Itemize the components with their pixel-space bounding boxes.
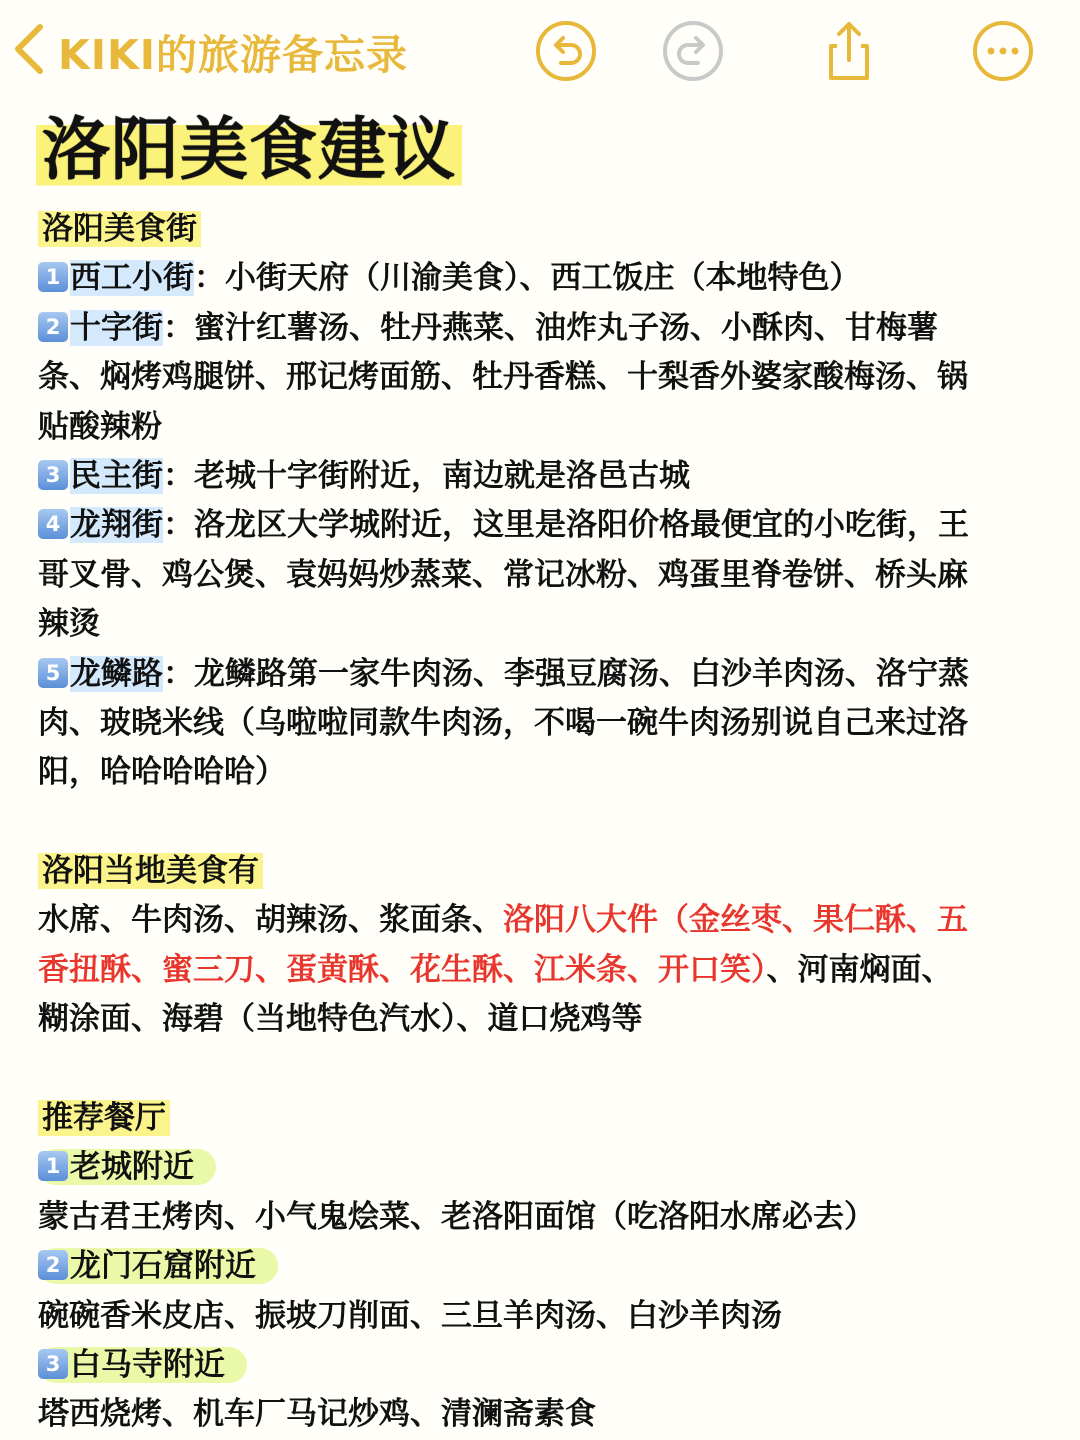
number-badge-icon: 2 (38, 1250, 68, 1280)
restaurant-list: 塔西烧烤、机车厂马记炒鸡、清澜斋素食 (38, 1396, 596, 1433)
list-item: 3 民主街：老城十字街附近，南边就是洛邑古城 (38, 452, 1048, 501)
street-name: 十字街 (70, 309, 163, 346)
section-heading-food-streets: 洛阳美食街 (38, 211, 201, 247)
section-heading-local-food: 洛阳当地美食有 (38, 853, 263, 889)
undo-button[interactable] (533, 18, 599, 84)
area-name: 老城附近 (70, 1149, 194, 1186)
street-desc-cont: 肉、玻晓米线（乌啦啦同款牛肉汤，不喝一碗牛肉汤别说自己来过洛 (38, 704, 968, 741)
list-item: 4 龙翔街：洛龙区大学城附近，这里是洛阳价格最便宜的小吃街，王 (38, 501, 1048, 550)
street-name: 龙翔街 (70, 507, 163, 544)
highlight-red-text: 洛阳八大件（金丝枣、果仁酥、五 (503, 902, 968, 939)
redo-button[interactable] (660, 18, 726, 84)
street-desc: 小街天府（川渝美食）、西工饭庄（本地特色） (225, 260, 861, 297)
top-bar (0, 0, 1080, 105)
street-desc-cont: 哥叉骨、鸡公煲、袁妈妈炒蒸菜、常记冰粉、鸡蛋里脊卷饼、桥头麻 (38, 556, 968, 593)
chevron-left-icon (8, 21, 50, 81)
street-name: 西工小街 (70, 260, 194, 297)
more-icon (970, 69, 1036, 88)
local-food-line: 水席、牛肉汤、胡辣汤、浆面条、洛阳八大件（金丝枣、果仁酥、五 (38, 902, 968, 939)
note-body[interactable] (38, 205, 1048, 1440)
local-food-line: 糊涂面、海碧（当地特色汽水）、道口烧鸡等 (38, 1001, 643, 1038)
number-badge-icon: 4 (38, 509, 68, 539)
redo-icon (660, 69, 726, 88)
highlight-red-text: 香扭酥、蜜三刀、蛋黄酥、花生酥、江米条、开口笑） (38, 951, 767, 988)
street-desc-cont: 辣烫 (38, 606, 100, 643)
street-name: 龙鳞路 (70, 655, 163, 692)
list-item: 2 十字街：蜜汁红薯汤、牡丹燕菜、油炸丸子汤、小酥肉、甘梅薯 (38, 304, 1048, 353)
restaurant-list: 蒙古君王烤肉、小气鬼烩菜、老洛阳面馆（吃洛阳水席必去） (38, 1198, 875, 1235)
number-badge-icon: 2 (38, 312, 68, 342)
street-name: 民主街 (70, 457, 163, 494)
share-icon (815, 69, 881, 88)
area-name: 白马寺附近 (70, 1346, 225, 1383)
number-badge-icon: 3 (38, 460, 68, 490)
back-label: KIKI的旅游备忘录 (58, 30, 409, 79)
number-badge-icon: 1 (38, 262, 68, 292)
list-item: 1 西工小街：小街天府（川渝美食）、西工饭庄（本地特色） (38, 254, 1048, 303)
section-heading-restaurants: 推荐餐厅 (38, 1100, 170, 1136)
street-desc-cont: 贴酸辣粉 (38, 408, 162, 445)
number-badge-icon: 5 (38, 658, 68, 688)
local-food-line: 香扭酥、蜜三刀、蛋黄酥、花生酥、江米条、开口笑）、河南焖面、 (38, 951, 953, 988)
restaurant-area (38, 1341, 1048, 1390)
more-button[interactable] (970, 18, 1036, 84)
page-title-wrap (36, 110, 462, 192)
list-item: 5 龙鳞路：龙鳞路第一家牛肉汤、李强豆腐汤、白沙羊肉汤、洛宁蒸 (38, 650, 1048, 699)
restaurant-area (38, 1242, 1048, 1291)
back-button[interactable] (8, 20, 408, 82)
street-desc: 洛龙区大学城附近，这里是洛阳价格最便宜的小吃街，王 (194, 507, 969, 544)
number-badge-icon: 1 (38, 1151, 68, 1181)
street-desc: 龙鳞路第一家牛肉汤、李强豆腐汤、白沙羊肉汤、洛宁蒸 (194, 655, 969, 692)
number-badge-icon: 3 (38, 1349, 68, 1379)
restaurant-area (38, 1143, 1048, 1192)
share-button[interactable] (815, 18, 881, 84)
street-desc: 老城十字街附近，南边就是洛邑古城 (194, 457, 690, 494)
street-desc-cont: 阳，哈哈哈哈哈） (38, 754, 286, 791)
area-name: 龙门石窟附近 (70, 1248, 256, 1285)
undo-icon (533, 69, 599, 88)
page-title: 洛阳美食建议 (36, 110, 462, 192)
street-desc-cont: 条、焖烤鸡腿饼、邢记烤面筋、牡丹香糕、十梨香外婆家酸梅汤、锅 (38, 359, 968, 396)
street-desc: 蜜汁红薯汤、牡丹燕菜、油炸丸子汤、小酥肉、甘梅薯 (194, 309, 938, 346)
restaurant-list: 碗碗香米皮店、振坡刀削面、三旦羊肉汤、白沙羊肉汤 (38, 1297, 782, 1334)
